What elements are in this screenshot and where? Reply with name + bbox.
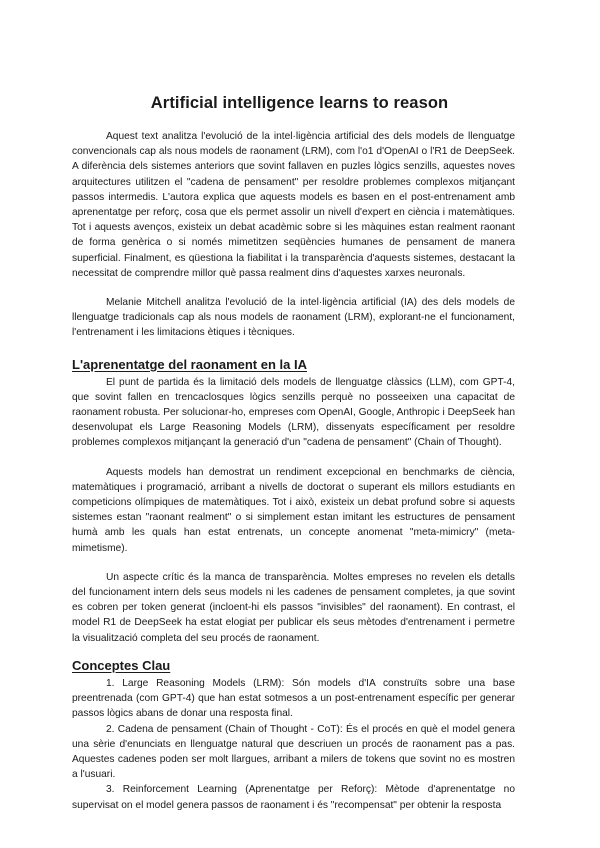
section-paragraph: Aquests models han demostrat un rendiment excepcional en benchmarks de ciència, matemàtiques i programació, arribant a nivells de doctorat o superant els millors estudiants en competicions olímpiques de matemàtiques. Tot i això, existeix un debat profund sobre si aquests sistemes estan "raonant realment" o si simplement estan imitant les estructures de pensament humà amb les quals han estat entrenats, un concepte anomenat "meta-mimicry" (meta-mimetisme). [72,466,515,554]
list-item: 2. Cadena de pensament (Chain of Thought - CoT): És el procés en què el model genera una sèrie d'enunciats en llenguatge natural que descriuen un procés de raonament pas a pas. Aquestes cadenes poden ser molt llargues, arribant a milers de tokens que sovint no es mostren a l'usuari. [72,723,515,781]
section-paragraph: El punt de partida és la limitació dels models de llenguatge clàssics (LLM), com GPT-4, que sovint fallen en trencaclosques lògics senzills perquè no posseeixen una capacitat de raonament robusta. Per solucionar-ho, empreses com OpenAI, Google, Anthropic i DeepSeek han desenvolupat els Large Reasoning Models (LRM), dissenyats específicament per resoldre problemes complexos mitjançant la generació d'un "cadena de pensament" (Chain of Thought). [72,376,515,449]
section-heading-reasoning: L'aprenentatge del raonament en la IA [72,356,307,372]
document-title: Artificial intelligence learns to reason [150,94,449,112]
spacer [72,451,515,465]
spacer [72,281,515,295]
intro-paragraph: Aquest text analitza l'evolució de la intel·ligència artificial des dels models de llenguatge convencionals cap als nous models de raonament (LRM), com l'o1 d'OpenAI o l'R1 de DeepSeek. A diferència dels sistemes anteriors que sovint fallaven en puzles lògics senzills, aquestes noves arquitectures utilitzen el "cadena de pensament" per resoldre problemes complexos mitjançant passos intermedis. L'autora explica que aquests models es basen en el post-entrenament amb aprenentatge per reforç, cosa que els permet assolir un nivell d'expert en ciència i matemàtiques. Tot i aquests avenços, existeix un debat acadèmic sobre si les màquines estan realment raonant de forma genèrica o si només mimetitzen seqüències humanes de pensament de manera superficial. Finalment, es qüestiona la fiabilitat i la transparència d'aquests sistemes, destacant la necessitat de comprendre millor què passa realment dins d'aquestes xarxes neuronals. [72,131,515,279]
list-item: 1. Large Reasoning Models (LRM): Són models d'IA construïts sobre una base preentrenada (com GPT-4) que han estat sotmesos a un post-entrenament específic per generar passos lògics abans de donar una resposta final. [72,677,515,720]
spacer [72,556,515,570]
concepts-list [72,676,515,813]
section-heading-concepts: Conceptes Clau [72,657,171,673]
list-item: 3. Reinforcement Learning (Aprenentatge per Reforç): Mètode d'aprenentatge no supervisat on el model genera passos de raonament i és "recompensat" per obtenir la resposta [72,784,515,811]
summary-paragraph: Melanie Mitchell analitza l'evolució de la intel·ligència artificial (IA) des dels models de llenguatge tradicionals cap als nous models de raonament (LRM), explorant-ne el funcionament, l'entrenament i les limitacions ètiques i tècniques. [72,297,515,339]
section-paragraph: Un aspecte crític és la manca de transparència. Moltes empreses no revelen els detalls del funcionament intern dels seus models ni les cadenes de pensament completes, ja que sovint es cobren per token generat (incloent-hi els passos "invisibles" del raonament). En contrast, el model R1 de DeepSeek ha estat elogiat per publicar els seus mètodes d'entrenament i permetre la visualització completa del seu procés de raonament. [72,571,515,644]
